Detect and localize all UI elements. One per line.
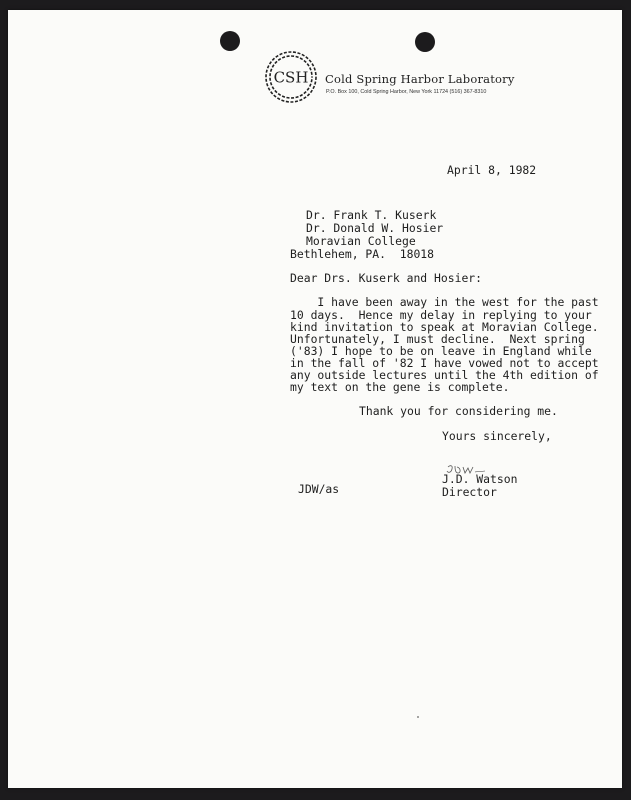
recipient-line: Dr. Frank T. Kuserk [306,208,437,222]
closing: Yours sincerely, [442,429,552,443]
lab-name: Cold Spring Harbor Laboratory [325,72,515,86]
signer-title: Director [442,485,497,499]
recipient-line: Moravian College [306,234,416,248]
body-line: kind invitation to speak at Moravian College. [290,320,599,334]
body-line: 10 days. Hence my delay in replying to your [290,308,592,322]
recipient-line: Dr. Donald W. Hosier [306,221,444,235]
body-line: I have been away in the west for the past [290,295,599,309]
recipient-line: Bethlehem, PA. 18018 [290,247,435,261]
signer-name: J.D. Watson [442,472,518,486]
punch-hole-right [415,32,435,52]
csh-logo-icon [261,47,321,107]
logo-text: CSH [273,68,309,87]
body-line: my text on the gene is complete. [290,380,510,394]
body-paragraph-2: Thank you for considering me. [359,404,558,418]
salutation: Dear Drs. Kuserk and Hosier: [290,271,483,285]
paper-speck [417,716,419,718]
typist-initials: JDW/as [298,482,340,496]
letter-page [8,10,622,788]
lab-address: P.O. Box 100, Cold Spring Harbor, New York 11724 (516) 367-8310 [326,89,487,95]
body-line: in the fall of '82 I have vowed not to accept [290,356,599,370]
punch-hole-left [220,31,240,51]
body-line: ('83) I hope to be on leave in England while [290,344,592,358]
letter-date: April 8, 1982 [447,163,537,177]
body-line: any outside lectures until the 4th edition of [290,368,599,382]
body-line: Unfortunately, I must decline. Next spring [290,332,585,346]
